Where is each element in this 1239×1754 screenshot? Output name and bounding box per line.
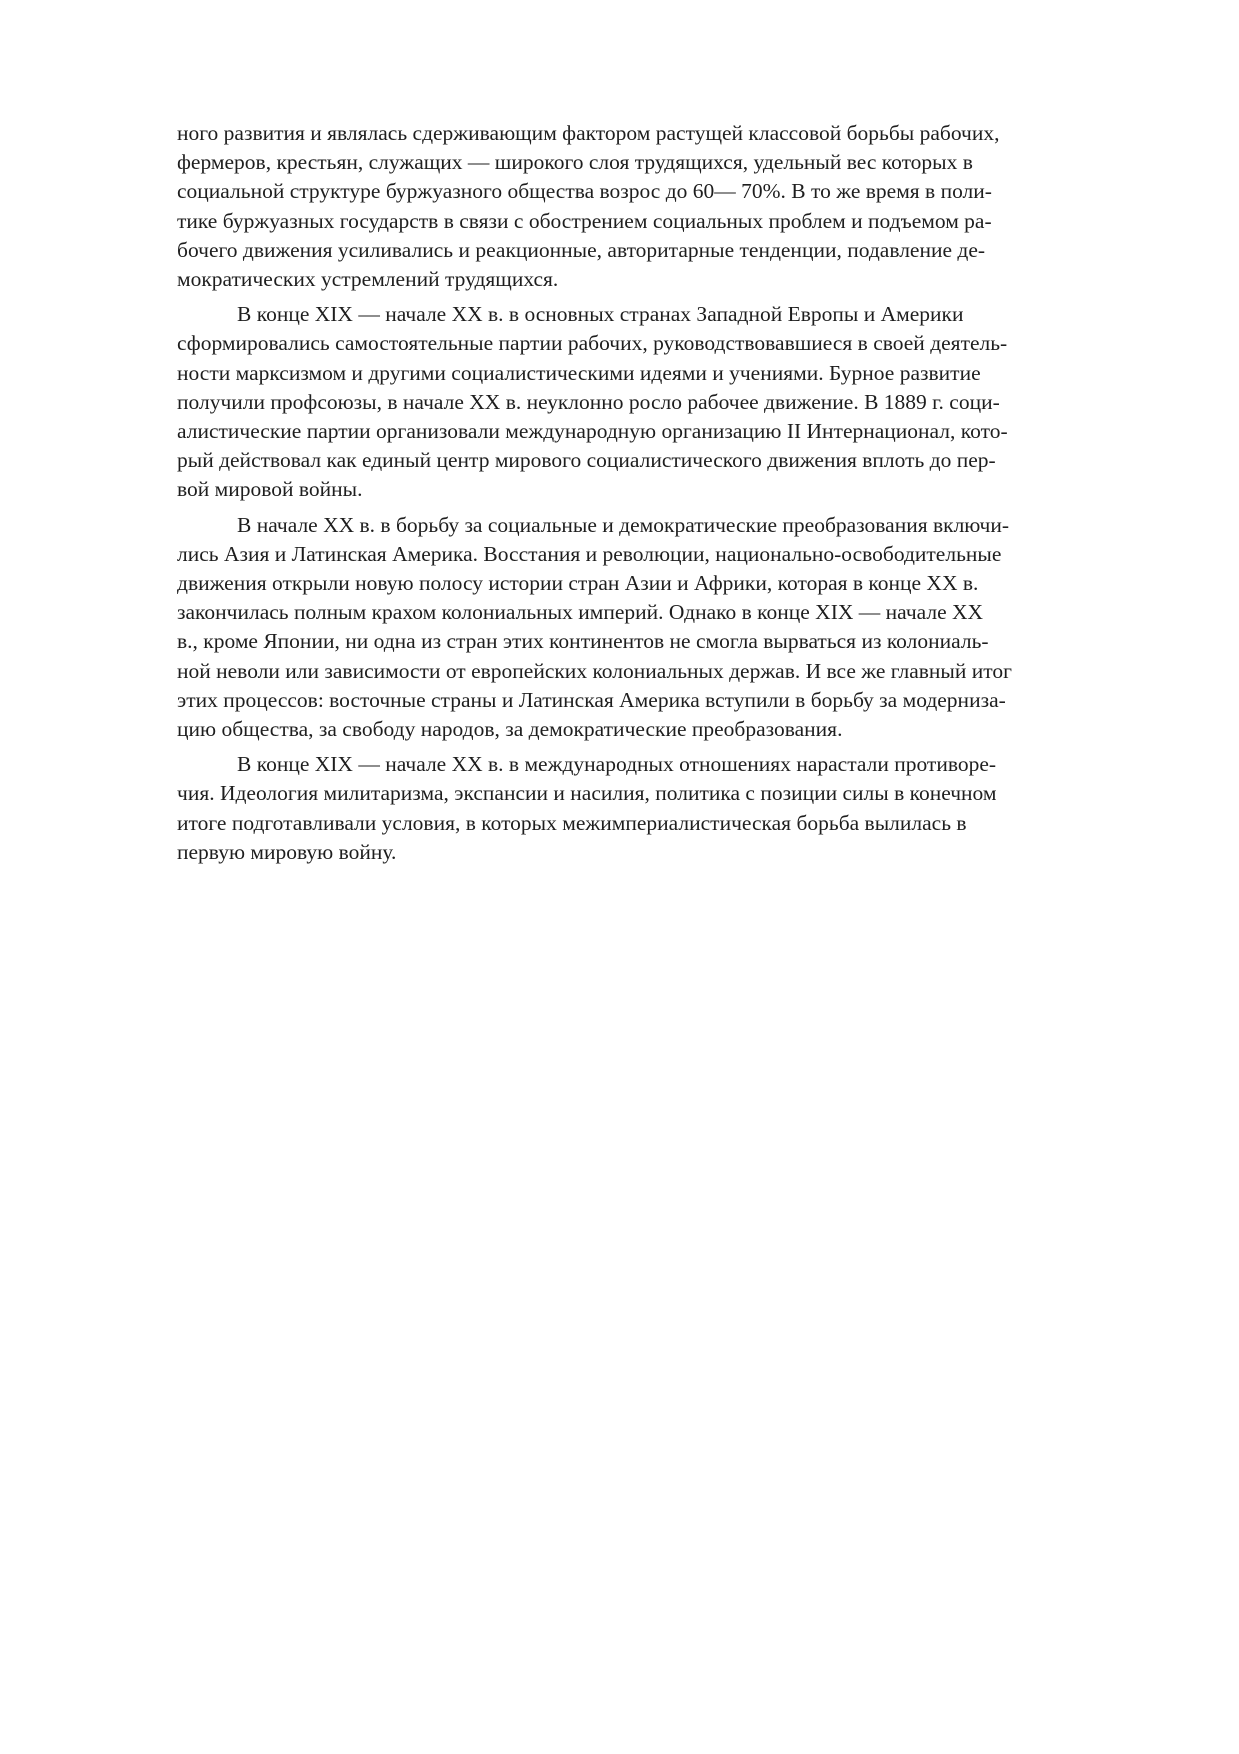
text-line: фермеров, крестьян, служащих — широкого слоя трудящихся, удельный вес которых в — [177, 150, 973, 175]
text-line: бочего движения усиливались и реакционные, авторитарные тенденции, подавление де- — [177, 237, 986, 262]
paragraph — [177, 300, 1152, 504]
body-text — [177, 119, 1152, 873]
text-line: тике буржуазных государств в связи с обострением социальных проблем и подъемом ра- — [177, 208, 992, 233]
text-line: В начале XX в. в борьбу за социальные и демократические преобразования включи- — [237, 512, 1010, 537]
paragraph — [177, 119, 1152, 294]
text-line: сформировались самостоятельные партии рабочих, руководствовавшиеся в своей деятель- — [177, 331, 1008, 356]
text-line: в., кроме Японии, ни одна из стран этих континентов не смогла вырваться из колониаль- — [177, 629, 989, 654]
text-line: рый действовал как единый центр мирового социалистического движения вплоть до пер- — [177, 448, 996, 473]
text-line: движения открыли новую полосу истории стран Азии и Африки, которая в конце XX в. — [177, 571, 979, 596]
text-line: чия. Идеология милитаризма, экспансии и насилия, политика с позиции силы в конечном — [177, 781, 997, 806]
text-line: вой мировой войны. — [177, 477, 363, 502]
text-line: алистические партии организовали международную организацию II Интернационал, кото- — [177, 419, 1008, 444]
paragraph — [177, 511, 1152, 745]
text-line: итоге подготавливали условия, в которых межимпериалистическая борьба вылилась в — [177, 810, 967, 835]
text-line: цию общества, за свободу народов, за демократические преобразования. — [177, 717, 843, 742]
text-line: закончилась полным крахом колониальных империй. Однако в конце XIX — начале XX — [177, 600, 984, 625]
text-line: ности марксизмом и другими социалистическими идеями и учениями. Бурное развитие — [177, 360, 981, 385]
text-line: В конце XIX — начале XX в. в основных странах Западной Европы и Америки — [237, 302, 964, 327]
text-line: получили профсоюзы, в начале XX в. неуклонно росло рабочее движение. В 1889 г. соци- — [177, 389, 1000, 414]
text-line: ной неволи или зависимости от европейских колониальных держав. И все же главный итог — [177, 658, 1012, 683]
text-line: первую мировую войну. — [177, 839, 397, 864]
text-line: этих процессов: восточные страны и Латинская Америка вступили в борьбу за модерниза- — [177, 687, 1006, 712]
text-line: ного развития и являлась сдерживающим фактором растущей классовой борьбы рабочих, — [177, 121, 1000, 145]
text-line: социальной структуре буржуазного общества возрос до 60— 70%. В то же время в поли- — [177, 179, 992, 204]
paragraph — [177, 750, 1152, 867]
text-line: лись Азия и Латинская Америка. Восстания и революции, национально-освободительные — [177, 541, 1002, 566]
text-line: мократических устремлений трудящихся. — [177, 267, 559, 292]
text-line: В конце XIX — начале XX в. в международных отношениях нарастали противоре- — [237, 752, 997, 777]
